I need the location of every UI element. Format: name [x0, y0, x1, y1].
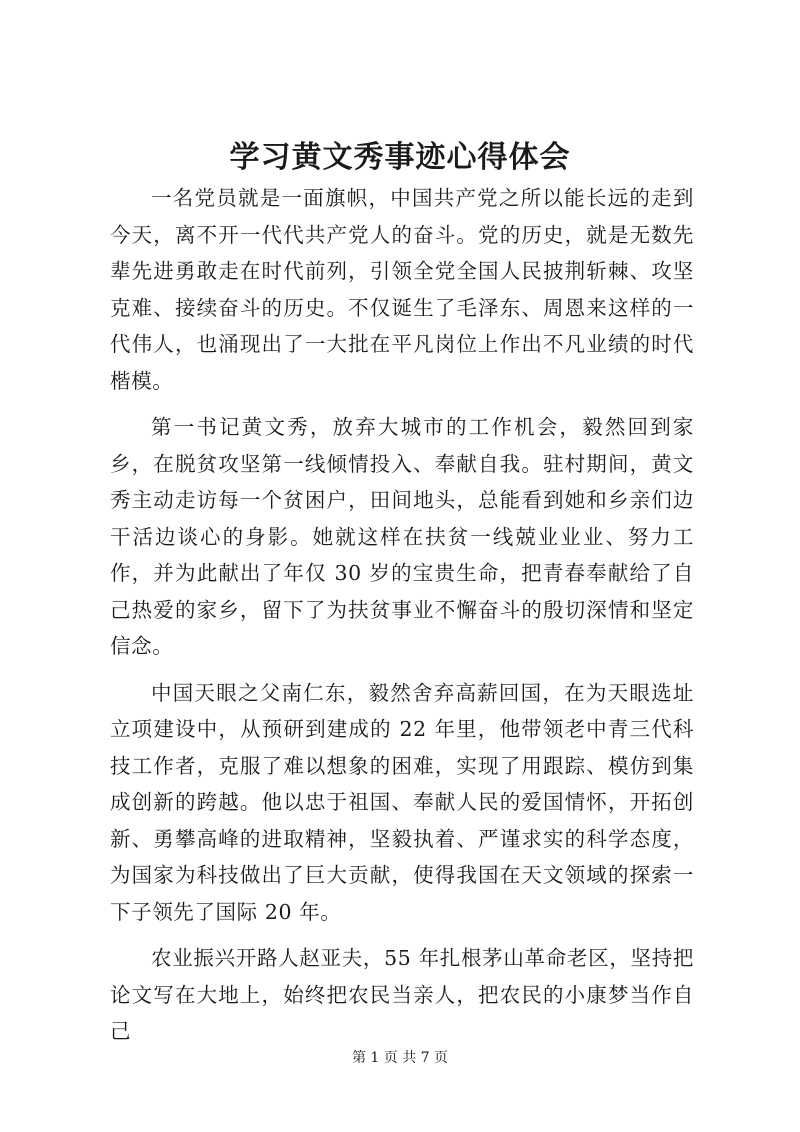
document-title: 学习黄文秀事迹心得体会	[229, 140, 571, 175]
page-number-footer: 第 1 页 共 7 页	[351, 1050, 449, 1066]
paragraph: 农业振兴开路人赵亚夫，55 年扎根茅山革命老区，坚持把论文写在大地上，始终把农民当亲人，把农民的小康梦当作自己	[110, 946, 694, 1043]
document-body	[110, 180, 694, 1060]
paragraph: 一名党员就是一面旗帜，中国共产党之所以能长远的走到今天，离不开一代代共产党人的奋斗。党的历史，就是无数先辈先进勇敢走在时代前列，引领全党全国人民披荆斩棘、攻坚克难、接续奋斗的历史。不仅诞生了毛泽东、周恩来这样的一代伟人，也涌现出了一大批在平凡岗位上作出不凡业绩的时代楷模。	[110, 186, 694, 393]
paragraph: 中国天眼之父南仁东，毅然舍弃高薪回国，在为天眼选址立项建设中，从预研到建成的 22 年里，他带领老中青三代科技工作者，克服了难以想象的困难，实现了用跟踪、模仿到集成创新的跨越。他以忠于祖国、奉献人民的爱国情怀，开拓创新、勇攀高峰的进取精神，坚毅执着、严谨求实的科学态度，为国家为科技做出了巨大贡献，使得我国在天文领域的探索一下子领先了国际 20 年。	[110, 680, 694, 924]
paragraph: 第一书记黄文秀，放弃大城市的工作机会，毅然回到家乡，在脱贫攻坚第一线倾情投入、奉献自我。驻村期间，黄文秀主动走访每一个贫困户，田间地头，总能看到她和乡亲们边干活边谈心的身影。她就这样在扶贫一线兢业业业、努力工作，并为此献出了年仅 30 岁的宝贵生命，把青春奉献给了自己热爱的家乡，留下了为扶贫事业不懈奋斗的殷切深情和坚定信念。	[110, 415, 694, 658]
